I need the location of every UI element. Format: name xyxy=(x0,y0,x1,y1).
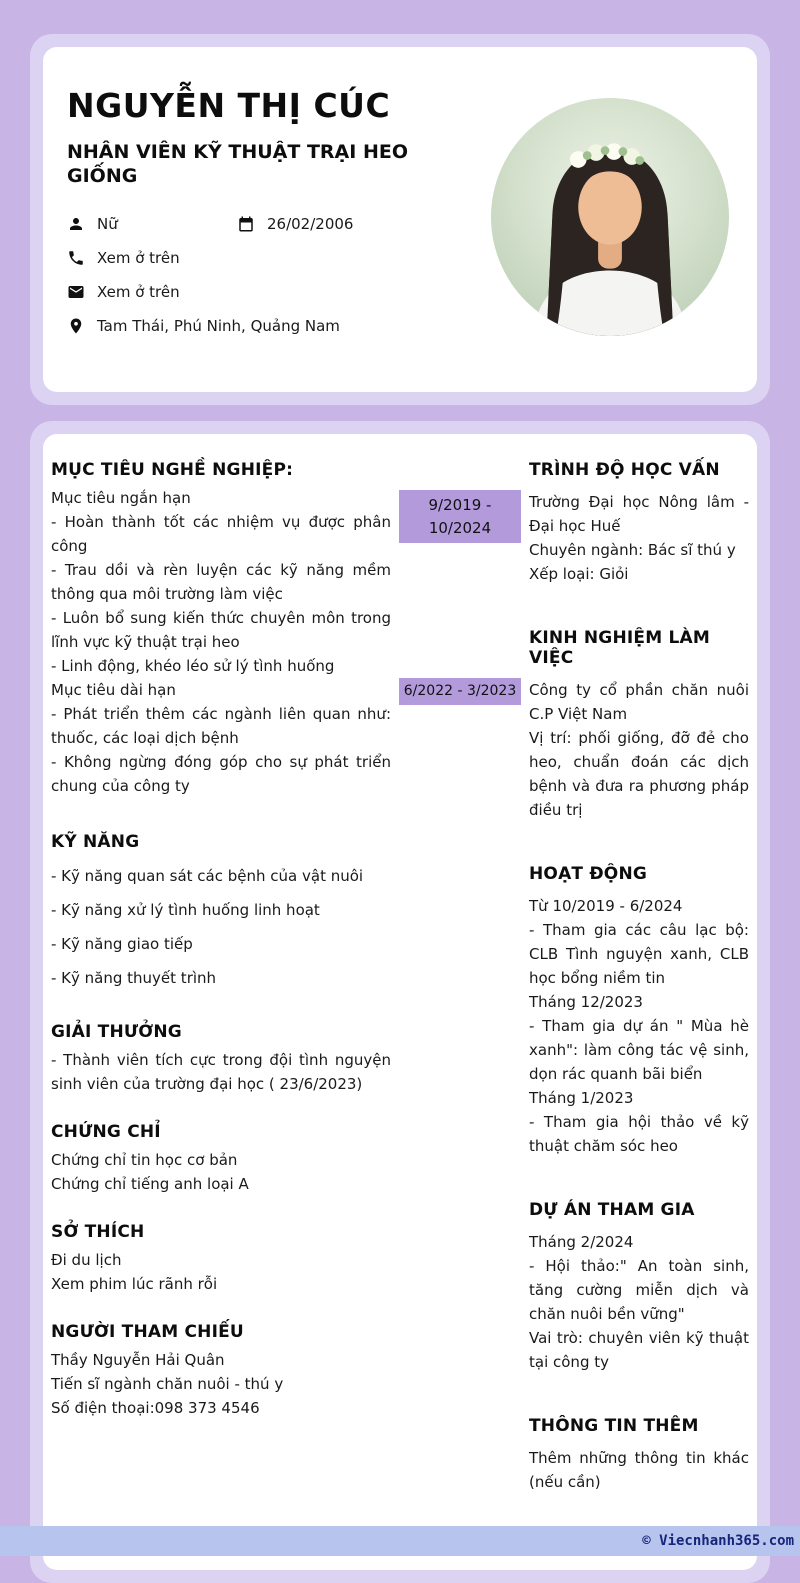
section-objective xyxy=(51,460,391,798)
objective-line: Mục tiêu ngắn hạn xyxy=(51,489,191,507)
job-title: NHÂN VIÊN KỸ THUẬT TRẠI HEO GIỐNG xyxy=(67,141,408,187)
body-frame xyxy=(30,421,770,1583)
skill-item: - Kỹ năng giao tiếp xyxy=(51,935,193,953)
objective-line: Mục tiêu dài hạn xyxy=(51,681,176,699)
contact-gender xyxy=(67,215,237,233)
education-line: Xếp loại: Giỏi xyxy=(529,565,629,583)
education-period-badge: 9/2019 - 10/2024 xyxy=(399,490,521,543)
projects-heading: DỰ ÁN THAM GIA xyxy=(529,1200,695,1220)
experience-line: Vị trí: phối giống, đỡ đẻ cho heo, chuẩn đoán các dịch bệnh và đưa ra phương pháp điều trị xyxy=(529,729,749,819)
hobby-line: Xem phim lúc rãnh rỗi xyxy=(51,1275,218,1293)
objective-line: - Phát triển thêm các ngành liên quan như: thuốc, các loại dịch bệnh xyxy=(51,705,391,747)
experience-period-col xyxy=(399,678,521,822)
projects-text xyxy=(529,1230,749,1374)
objective-heading: MỤC TIÊU NGHỀ NGHIỆP: xyxy=(51,460,294,480)
skills-heading: KỸ NĂNG xyxy=(51,832,140,852)
email-icon xyxy=(67,283,85,301)
contact-row-gender-dob xyxy=(67,215,479,233)
calendar-icon xyxy=(237,215,255,233)
profile-photo-placeholder xyxy=(491,98,729,336)
section-experience xyxy=(399,628,749,822)
experience-line: Công ty cổ phần chăn nuôi C.P Việt Nam xyxy=(529,681,749,723)
candidate-name: NGUYỄN THỊ CÚC xyxy=(67,86,391,126)
education-line: Chuyên ngành: Bác sĩ thú y xyxy=(529,541,736,559)
education-period-col xyxy=(399,490,521,586)
skill-item: - Kỹ năng xử lý tình huống linh hoạt xyxy=(51,901,320,919)
award-line: - Thành viên tích cực trong đội tình nguyện sinh viên của trường đại học ( 23/6/2023) xyxy=(51,1051,391,1093)
right-column xyxy=(399,460,749,1536)
hobbies-heading: SỞ THÍCH xyxy=(51,1222,145,1242)
activity-line: Tháng 1/2023 xyxy=(529,1089,634,1107)
profile-photo xyxy=(491,98,729,336)
email-value: Xem ở trên xyxy=(97,282,180,301)
section-additional xyxy=(399,1416,749,1494)
section-certificates xyxy=(51,1122,391,1196)
section-activities xyxy=(399,864,749,1158)
footer-bar xyxy=(0,1526,800,1556)
phone-icon xyxy=(67,249,85,267)
references-heading: NGƯỜI THAM CHIẾU xyxy=(51,1322,244,1342)
location-icon xyxy=(67,317,85,335)
project-line: Tháng 2/2024 xyxy=(529,1233,634,1251)
activities-text xyxy=(529,894,749,1158)
objective-line: - Trau dồi và rèn luyện các kỹ năng mềm thông qua môi trường làm việc xyxy=(51,561,391,603)
activity-line: Từ 10/2019 - 6/2024 xyxy=(529,897,683,915)
hobby-line: Đi du lịch xyxy=(51,1251,122,1269)
section-awards xyxy=(51,1022,391,1096)
objective-line: - Hoàn thành tốt các nhiệm vụ được phân công xyxy=(51,513,391,555)
reference-line: Thầy Nguyễn Hải Quân xyxy=(51,1351,225,1369)
education-heading: TRÌNH ĐỘ HỌC VẤN xyxy=(529,460,720,480)
contact-list xyxy=(67,215,479,335)
reference-line: Số điện thoại:098 373 4546 xyxy=(51,1399,260,1417)
gender-value: Nữ xyxy=(97,214,118,233)
cv-page xyxy=(0,34,800,1556)
phone-value: Xem ở trên xyxy=(97,248,180,267)
certificates-heading: CHỨNG CHỈ xyxy=(51,1122,161,1142)
body-card xyxy=(43,434,757,1570)
experience-heading: KINH NGHIỆM LÀM VIỆC xyxy=(529,628,710,668)
activity-line: - Tham gia dự án " Mùa hè xanh": làm công tác vệ sinh, dọn rác quanh bãi biển xyxy=(529,1017,749,1083)
reference-line: Tiến sĩ ngành chăn nuôi - thú y xyxy=(51,1375,284,1393)
section-projects xyxy=(399,1200,749,1374)
address-value: Tam Thái, Phú Ninh, Quảng Nam xyxy=(97,316,340,335)
additional-text xyxy=(529,1446,749,1494)
contact-dob xyxy=(237,215,353,233)
activities-heading: HOẠT ĐỘNG xyxy=(529,864,648,884)
footer-copyright: © Viecnhanh365.com xyxy=(642,1533,794,1549)
objective-line: - Linh động, khéo léo sử lý tình huống xyxy=(51,657,335,675)
project-line: - Hội thảo:" An toàn sinh, tăng cường miễn dịch và chăn nuôi bền vững" xyxy=(529,1257,749,1323)
experience-row xyxy=(399,678,749,822)
contact-row-phone xyxy=(67,249,479,267)
gender-icon xyxy=(67,215,85,233)
activity-line: Tháng 12/2023 xyxy=(529,993,643,1011)
contact-row-address xyxy=(67,317,479,335)
project-line: Vai trò: chuyên viên kỹ thuật tại công ty xyxy=(529,1329,749,1371)
header-info xyxy=(67,82,479,351)
objective-line: - Luôn bổ sung kiến thức chuyên môn trong lĩnh vực kỹ thuật trại heo xyxy=(51,609,391,651)
contact-email xyxy=(67,283,180,301)
activity-line: - Tham gia hội thảo về kỹ thuật chăm sóc heo xyxy=(529,1113,749,1155)
section-education xyxy=(399,460,749,586)
header-card xyxy=(43,47,757,392)
additional-line: Thêm những thông tin khác (nếu cần) xyxy=(529,1449,749,1491)
experience-period-badge: 6/2022 - 3/2023 xyxy=(399,678,521,705)
section-hobbies xyxy=(51,1222,391,1296)
skill-item: - Kỹ năng quan sát các bệnh của vật nuôi xyxy=(51,867,364,885)
section-references xyxy=(51,1322,391,1420)
objective-line: - Không ngừng đóng góp cho sự phát triển chung của công ty xyxy=(51,753,391,795)
section-skills xyxy=(51,832,391,990)
education-line: Trường Đại học Nông lâm - Đại học Huế xyxy=(529,493,749,535)
additional-heading: THÔNG TIN THÊM xyxy=(529,1416,699,1436)
activity-line: - Tham gia các câu lạc bộ: CLB Tình nguyện xanh, CLB học bổng niềm tin xyxy=(529,921,749,987)
certificate-line: Chứng chỉ tiếng anh loại A xyxy=(51,1175,249,1193)
dob-value: 26/02/2006 xyxy=(267,214,354,233)
contact-address xyxy=(67,317,340,335)
experience-text xyxy=(529,678,749,822)
education-text xyxy=(529,490,749,586)
awards-heading: GIẢI THƯỞNG xyxy=(51,1022,182,1042)
header-frame xyxy=(30,34,770,405)
education-row xyxy=(399,490,749,586)
skill-item: - Kỹ năng thuyết trình xyxy=(51,969,217,987)
contact-row-email xyxy=(67,283,479,301)
left-column xyxy=(51,460,391,1536)
certificate-line: Chứng chỉ tin học cơ bản xyxy=(51,1151,238,1169)
contact-phone xyxy=(67,249,180,267)
